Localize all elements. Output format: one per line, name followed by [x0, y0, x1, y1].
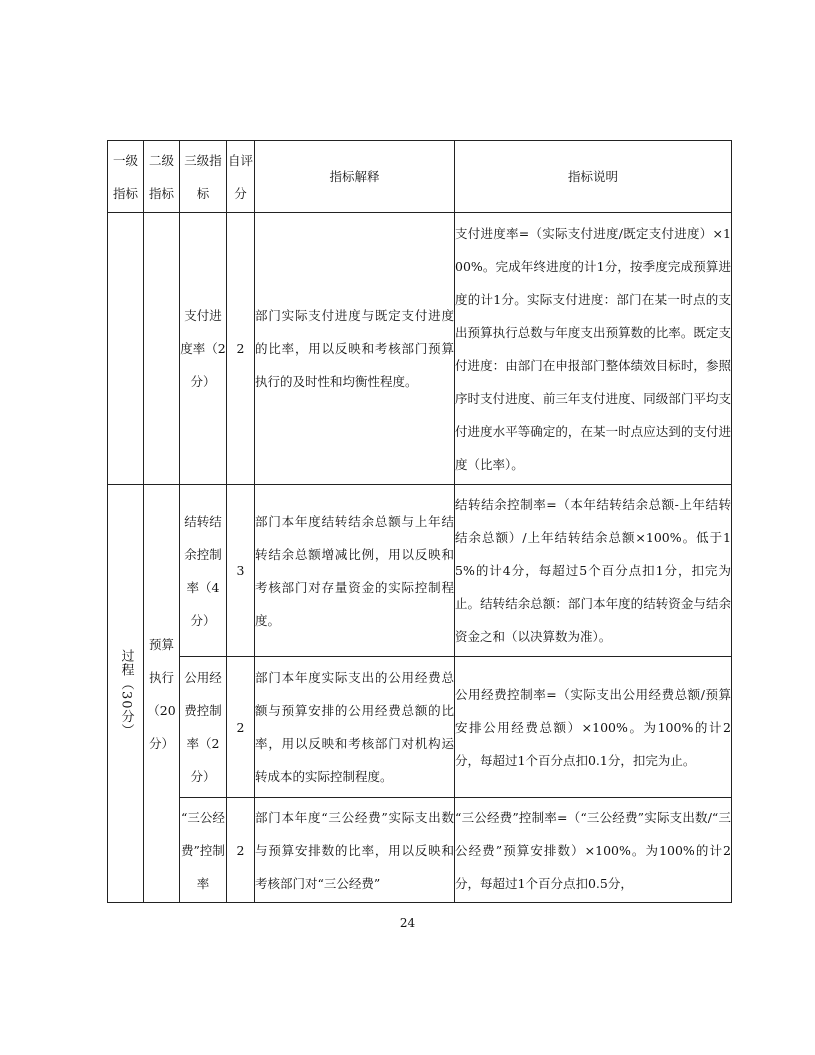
level3-indicator: 结转结余控制率（4分） [180, 485, 227, 657]
indicator-description: 结转结余控制率=（本年结转结余总额-上年结转结余总额）/上年结转结余总额×100%。低于15%的计4分，每超过5个百分点扣1分，扣完为止。结转结余总额：部门本年度的结转资金与结余资金之和（以决算数为准）。 [455, 485, 732, 657]
table-row [108, 213, 732, 485]
indicator-explanation: 部门实际支付进度与既定支付进度的比率，用以反映和考核部门预算执行的及时性和均衡性程度。 [255, 213, 455, 485]
table-row [108, 657, 732, 798]
indicator-description: “三公经费”控制率=（“三公经费”实际支出数/“三公经费”预算安排数）×100%。为100%的计2分，每超过1个百分点扣0.5分， [455, 798, 732, 903]
level2-cell [144, 485, 180, 903]
self-score: 2 [227, 213, 255, 485]
level1-score: （30分） [118, 677, 134, 738]
level1-name: 过程 [118, 649, 134, 678]
level3-indicator: “三公经费”控制率 [180, 798, 227, 903]
indicator-explanation: 部门本年度结转结余总额与上年结转结余总额增减比例，用以反映和考核部门对存量资金的实际控制程度。 [255, 485, 455, 657]
header-level3: 三级指标 [180, 141, 227, 213]
indicator-explanation: 部门本年度“三公经费”实际支出数与预算安排数的比率，用以反映和考核部门对“三公经费” [255, 798, 455, 903]
header-level2: 二级指标 [144, 141, 180, 213]
self-score: 3 [227, 485, 255, 657]
level2-score: （20分） [147, 702, 176, 751]
self-score: 2 [227, 798, 255, 903]
table-row [108, 798, 732, 903]
self-score: 2 [227, 657, 255, 798]
table-header-row [108, 141, 732, 213]
level1-cell [108, 485, 144, 903]
level3-indicator: 支付进度率（2分） [180, 213, 227, 485]
indicator-description: 公用经费控制率=（实际支出公用经费总额/预算安排公用经费总额）×100%。为100%的计2分，每超过1个百分点扣0.1分，扣完为止。 [455, 657, 732, 798]
header-self-score: 自评分 [227, 141, 255, 213]
level1-label [118, 649, 134, 738]
evaluation-table [107, 140, 732, 903]
indicator-explanation: 部门本年度实际支出的公用经费总额与预算安排的公用经费总额的比率，用以反映和考核部门对机构运转成本的实际控制程度。 [255, 657, 455, 798]
level3-indicator: 公用经费控制率（2分） [180, 657, 227, 798]
level2-cell-empty [144, 213, 180, 485]
header-explanation: 指标解释 [255, 141, 455, 213]
header-level1: 一级指标 [108, 141, 144, 213]
table-row [108, 485, 732, 657]
page-number: 24 [399, 916, 416, 930]
indicator-description: 支付进度率=（实际支付进度/既定支付进度）×100%。完成年终进度的计1分，按季度完成预算进度的计1分。实际支付进度：部门在某一时点的支出预算执行总数与年度支出预算数的比率。既定支付进度：由部门在申报部门整体绩效目标时，参照序时支付进度、前三年支付进度、同级部门平均支付进度水平等确定的，在某一时点应达到的支付进度（比率）。 [455, 213, 732, 485]
level2-name: 预算执行 [148, 636, 174, 685]
header-description: 指标说明 [455, 141, 732, 213]
level1-cell-empty [108, 213, 144, 485]
